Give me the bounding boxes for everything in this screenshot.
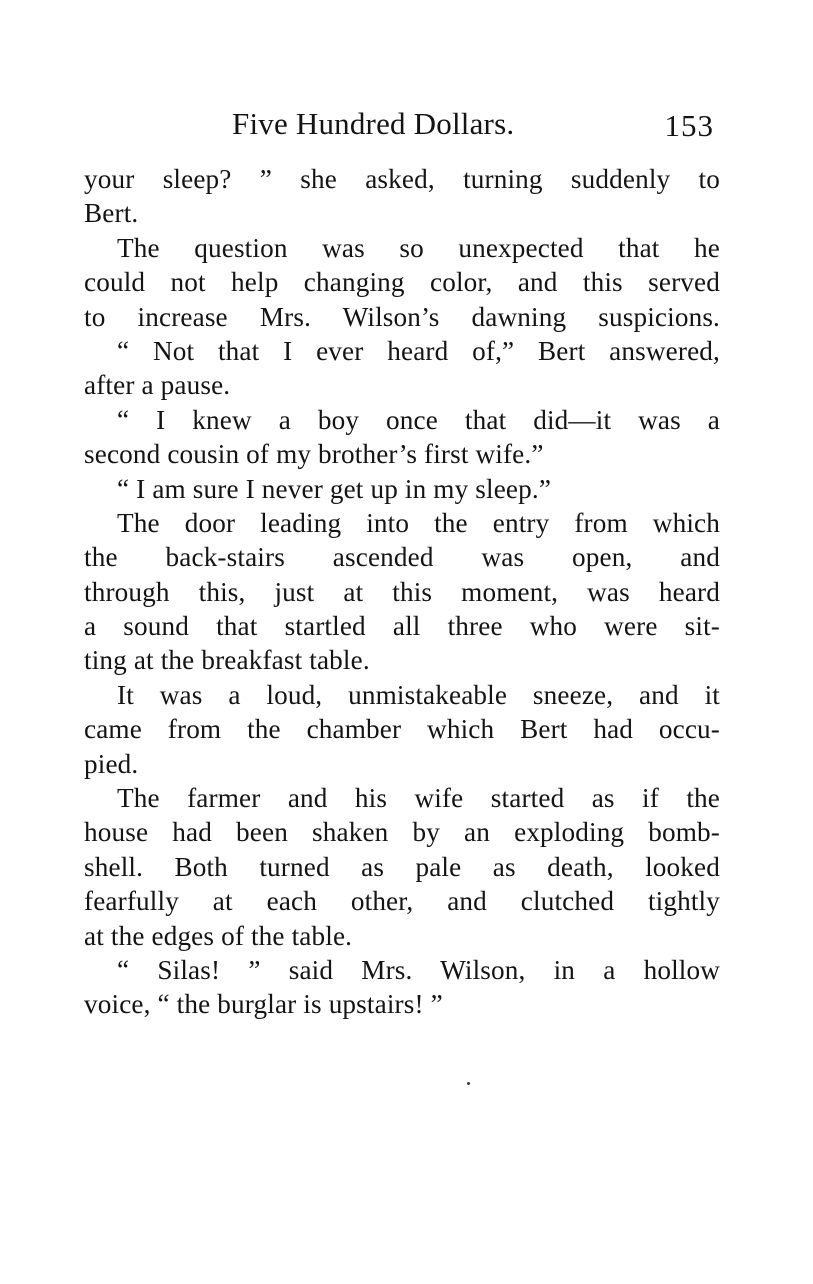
text-line: the back-stairs ascended was open, and	[84, 542, 720, 573]
text-line: second cousin of my brother’s first wife.”	[84, 439, 544, 470]
text-line: Bert.	[84, 198, 139, 229]
text-line: voice, “ the burglar is upstairs! ”	[84, 989, 443, 1020]
text-line: The door leading into the entry from which	[117, 507, 720, 538]
text-line: “ I knew a boy once that did—it was a	[117, 404, 720, 435]
text-line: fearfully at each other, and clutched tightly	[84, 886, 720, 917]
text-line: your sleep? ” she asked, turning suddenly to	[84, 164, 720, 194]
text-line: “ Not that I ever heard of,” Bert answered,	[117, 335, 720, 366]
page-number: 153	[664, 108, 714, 143]
text-line: ting at the breakfast table.	[84, 645, 370, 676]
text-line: It was a loud, unmistakeable sneeze, and it	[117, 679, 720, 710]
text-line: to increase Mrs. Wilson’s dawning suspicions.	[84, 301, 720, 332]
text-line: house had been shaken by an exploding bomb-	[84, 817, 720, 848]
text-line: through this, just at this moment, was heard	[84, 576, 720, 607]
text-line: The farmer and his wife started as if the	[117, 783, 720, 814]
text-line: could not help changing color, and this served	[84, 267, 720, 298]
running-title: Five Hundred Dollars.	[232, 106, 515, 141]
text-line: “ Silas! ” said Mrs. Wilson, in a hollow	[117, 954, 720, 985]
page-header	[84, 106, 720, 146]
body-text	[84, 162, 720, 1022]
text-line: came from the chamber which Bert had occu-	[84, 714, 720, 745]
text-line: after a pause.	[84, 370, 231, 401]
text-line: shell. Both turned as pale as death, looked	[84, 851, 720, 882]
text-line: a sound that startled all three who were sit-	[84, 611, 720, 642]
text-line: “ I am sure I never get up in my sleep.”	[117, 473, 552, 504]
text-line: pied.	[84, 748, 139, 779]
ink-speck	[467, 1082, 470, 1085]
text-line: at the edges of the table.	[84, 920, 353, 951]
text-line: The question was so unexpected that he	[117, 232, 720, 263]
